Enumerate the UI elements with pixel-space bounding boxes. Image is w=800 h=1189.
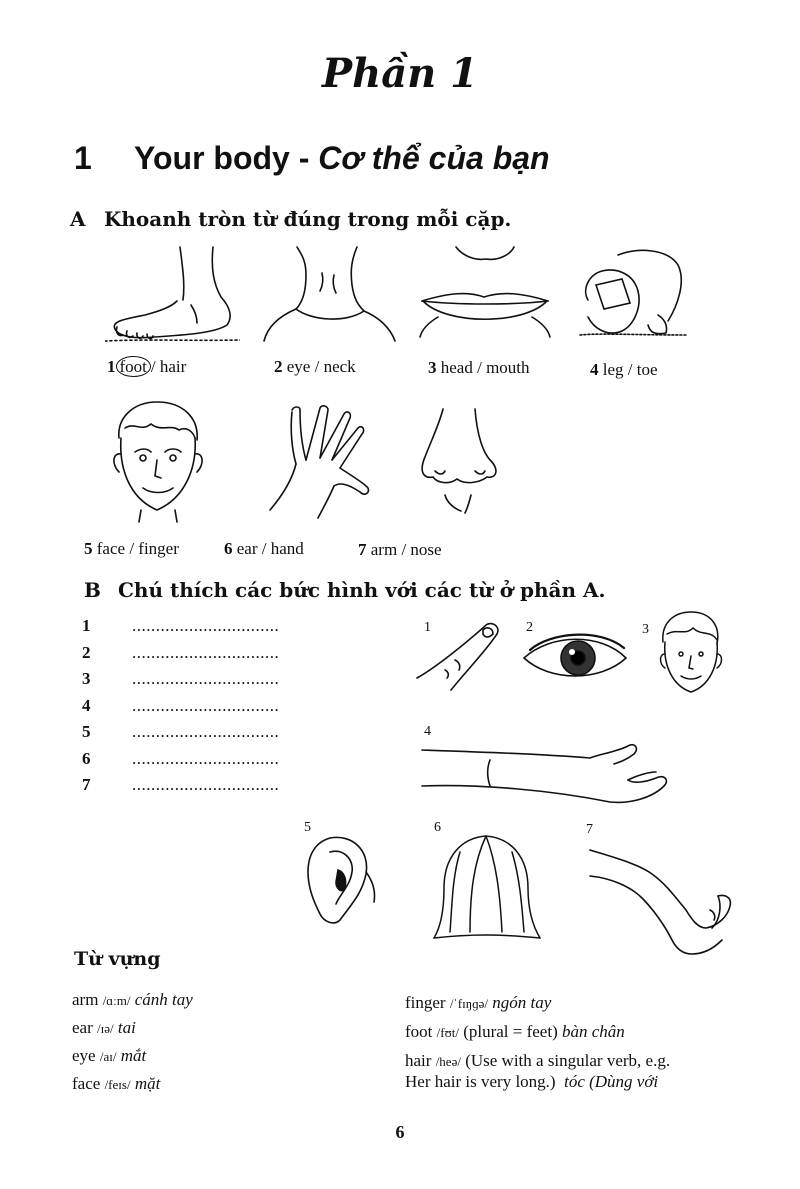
b-pic-number-5: 5 [304,820,311,835]
vocab-ipa: /fʊt/ [436,1025,459,1040]
vocab-meaning: tai [117,1018,136,1037]
a-item-6-num: 6 [224,539,233,558]
a-item-7-choice2[interactable]: nose [410,540,442,559]
blank-number: 4 [82,695,91,715]
unit-title [74,140,550,177]
section-a-instruction: Khoanh tròn từ đúng trong mỗi cặp. [104,207,512,231]
head-illustration [655,610,725,698]
blank-number: 2 [82,642,91,662]
blank-number: 6 [82,748,91,768]
vocab-note: Her hair is very long.) [405,1072,556,1091]
section-a-title [70,207,511,231]
vocab-entry [405,1051,670,1072]
vocab-note: (plural = feet) [463,1022,558,1041]
a-item-5-num: 5 [84,539,93,558]
blank-row[interactable] [82,722,279,749]
a-item-1-choice2[interactable]: hair [159,357,187,376]
foot-illustration [105,245,240,345]
vocab-ipa: /heə/ [435,1054,461,1069]
vocab-entry [72,986,193,1014]
b-pic-number-7: 7 [586,822,593,837]
vocab-entry [72,1070,193,1098]
blank-number: 1 [82,616,91,635]
a-item-4 [590,360,658,380]
section-a-letter: A [70,207,86,231]
a-item-4-choice2[interactable]: toe [636,360,658,379]
a-item-3-choice1[interactable]: head [440,358,473,377]
vocab-meaning: mặt [134,1074,161,1093]
leg-illustration [586,836,736,961]
a-item-2 [274,357,356,377]
a-item-6 [224,539,304,559]
answer-blank[interactable]: ............................... [132,722,280,741]
vocab-entry [72,1014,193,1042]
vocab-word: hair [405,1051,432,1070]
blank-row[interactable] [82,696,279,723]
b-pic-number-6: 6 [434,820,441,835]
a-item-6-sep: / [257,539,271,558]
blank-row[interactable] [82,749,279,776]
unit-title-en: Your body - [134,140,319,176]
blank-row[interactable] [82,669,279,696]
face-illustration [105,398,210,523]
section-b-letter: B [84,578,101,602]
answer-blank[interactable]: ............................... [132,642,280,662]
a-item-6-choice1[interactable]: ear [236,539,258,558]
vocab-word: foot [405,1022,433,1041]
blank-number: 7 [82,775,91,794]
a-item-2-sep: / [310,357,324,376]
b-pic-number-4: 4 [424,724,431,739]
vocab-left-column [72,986,193,1098]
vocabulary-title: Từ vựng [74,948,161,970]
vocab-entry [405,1018,670,1047]
vocab-right-column [405,989,670,1092]
answer-blank[interactable]: ............................... [132,669,280,688]
blank-row[interactable] [82,775,279,802]
answer-blank[interactable]: ............................... [132,616,280,635]
vocab-word: finger [405,993,446,1012]
arm-illustration [420,738,675,808]
a-item-3-choice2[interactable]: mouth [486,358,530,377]
a-item-2-choice2[interactable]: neck [323,357,356,376]
a-item-2-choice1[interactable]: eye [286,357,311,376]
vocab-word: arm [72,990,99,1009]
a-item-4-choice1[interactable]: leg [602,360,624,379]
section-b-title [84,578,605,602]
vocab-word: ear [72,1018,93,1037]
vocab-ipa: /ɑːm/ [102,993,131,1008]
unit-number: 1 [74,140,92,176]
section-b-instruction: Chú thích các bức hình với các từ ở phần A. [118,578,606,602]
a-item-1-choice1-circled[interactable]: foot [116,356,151,377]
page-number: 6 [395,1122,405,1142]
nose-illustration [415,405,505,515]
a-item-3 [428,358,530,378]
a-item-3-sep: / [472,358,487,377]
neck-illustration [262,245,397,345]
blank-number: 3 [82,669,91,688]
a-item-7 [358,540,442,560]
blank-number: 5 [82,722,91,741]
blank-row[interactable] [82,616,279,643]
part-title: Phần 1 [322,50,478,97]
a-item-5 [84,539,179,559]
vocab-word: eye [72,1046,96,1065]
vocab-entry-continuation [405,1072,670,1092]
answer-blank[interactable]: ............................... [132,748,280,768]
vocab-entry [72,1042,193,1070]
vocab-meaning: ngón tay [492,993,552,1012]
toe-illustration [578,245,688,340]
finger-illustration [415,618,505,693]
vocab-ipa: /ˈfɪŋɡə/ [449,996,489,1011]
a-item-7-sep: / [397,540,411,559]
vocab-meaning: mắt [120,1046,147,1065]
blank-list [82,616,279,802]
ear-illustration [300,832,380,927]
vocab-meaning: tóc (Dùng với [564,1072,659,1091]
a-item-6-choice2[interactable]: hand [270,539,304,558]
a-item-3-num: 3 [428,358,437,377]
vocab-ipa: /ɪə/ [97,1021,114,1036]
a-item-1-sep: / [150,357,160,376]
unit-title-vi: Cơ thể của bạn [318,140,550,176]
vocab-ipa: /aɪ/ [99,1049,117,1064]
hand-illustration [262,400,382,520]
vocab-word: face [72,1074,101,1093]
vocab-ipa: /feɪs/ [104,1077,131,1092]
a-item-5-sep: / [125,539,139,558]
vocab-meaning: cánh tay [134,990,193,1009]
eye-illustration [520,628,630,688]
b-pic-number-3: 3 [642,622,649,637]
mouth-illustration [418,245,553,345]
a-item-4-num: 4 [590,360,599,379]
a-item-4-sep: / [623,360,637,379]
b-pic-number-2: 2 [526,620,533,635]
hair-illustration [430,832,545,942]
blank-row[interactable] [82,643,279,670]
a-item-5-choice2[interactable]: finger [138,539,179,558]
a-item-1 [107,357,186,377]
a-item-5-choice1[interactable]: face [96,539,126,558]
answer-blank[interactable]: ............................... [132,775,280,794]
vocab-meaning: bàn chân [562,1022,625,1041]
answer-blank[interactable]: ............................... [132,695,280,715]
vocab-note: (Use with a singular verb, e.g. [465,1051,671,1070]
a-item-7-num: 7 [358,540,367,559]
a-item-2-num: 2 [274,357,283,376]
a-item-1-num: 1 [107,357,116,376]
b-pic-number-1: 1 [424,620,431,635]
a-item-7-choice1[interactable]: arm [370,540,398,559]
vocab-entry [405,989,670,1018]
